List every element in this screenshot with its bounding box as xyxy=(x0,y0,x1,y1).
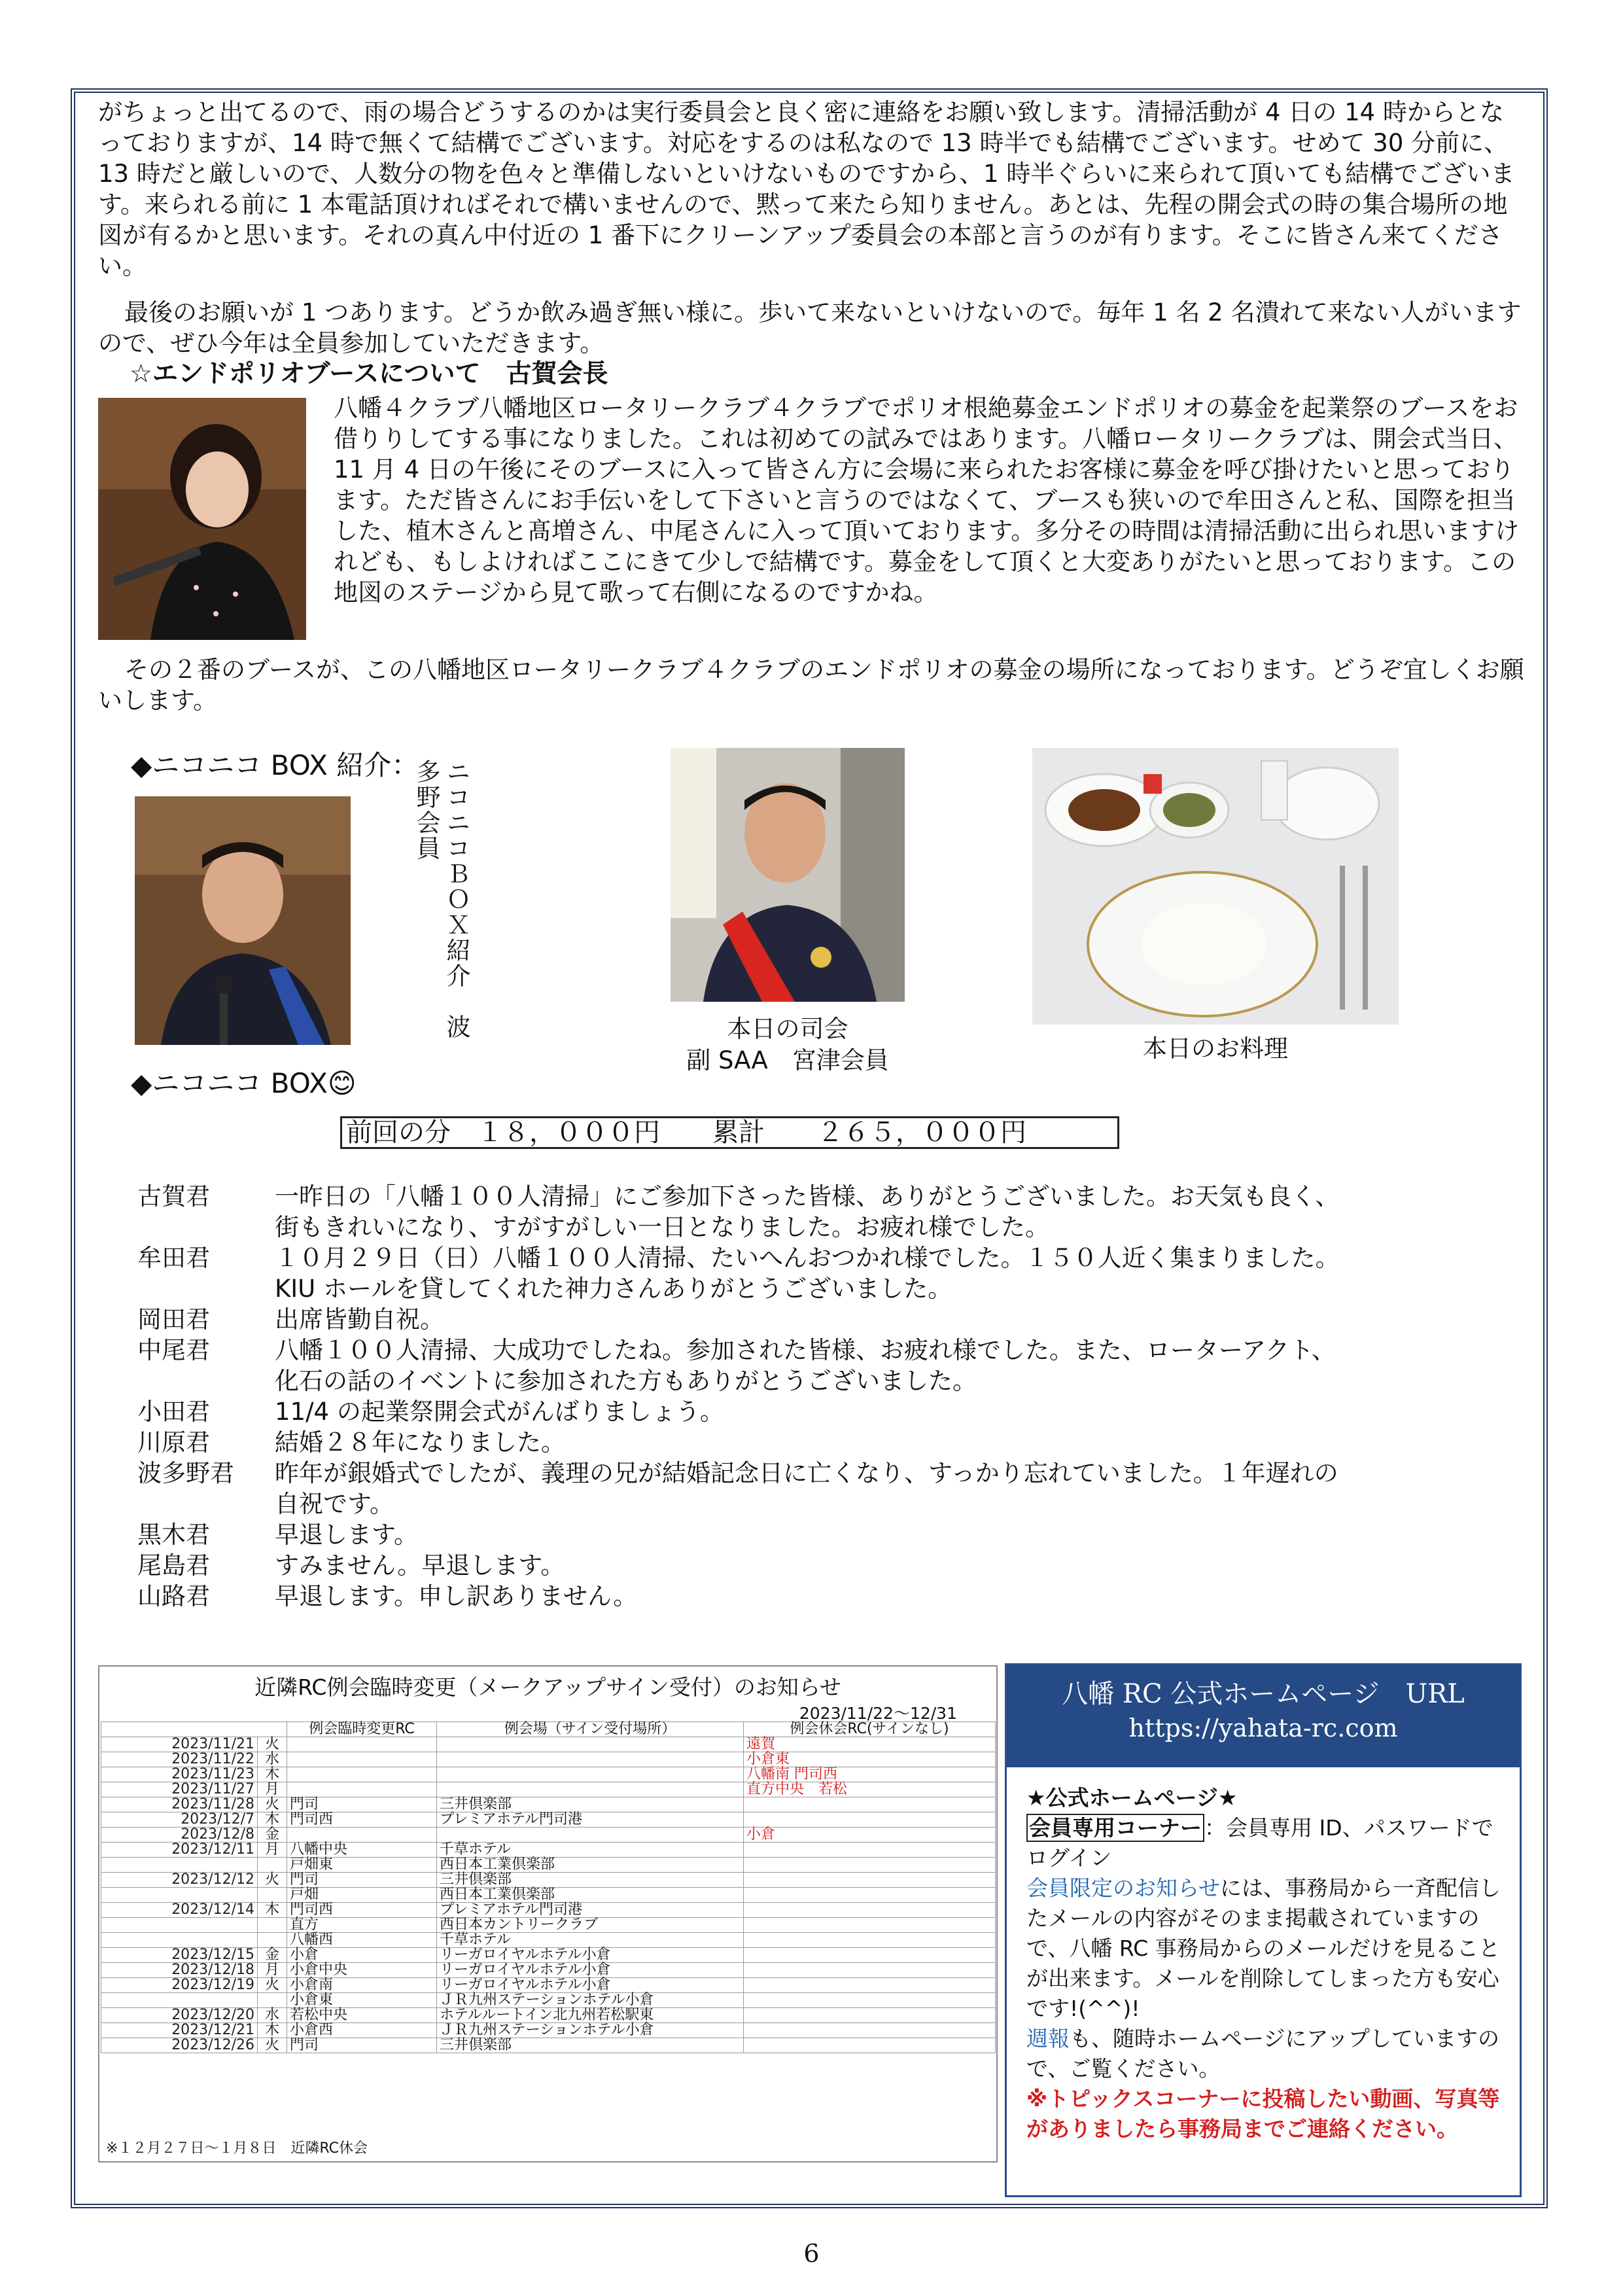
table-cell-dow: 金 xyxy=(258,1948,287,1963)
header-changed-rc: 例会臨時変更RC xyxy=(287,1722,437,1737)
table-cell-rc: 門司 xyxy=(287,2038,437,2053)
table-cell-dow xyxy=(258,1918,287,1933)
niconico-entry-line: 出席皆勤自祝。 xyxy=(275,1305,444,1333)
niconico-entry-line: 一昨日の「八幡１００人清掃」にご参加下さった皆様、ありがとうございました。お天気も良く、 xyxy=(275,1182,1340,1210)
table-cell-date: 2023/11/28 xyxy=(101,1797,258,1812)
table-cell-date xyxy=(101,1933,258,1948)
table-cell-date: 2023/12/15 xyxy=(101,1948,258,1963)
table-cell-closed xyxy=(744,2023,996,2038)
table-cell-date xyxy=(101,1858,258,1873)
table-cell-dow xyxy=(258,1933,287,1948)
table-cell-closed xyxy=(744,1812,996,1828)
header-date xyxy=(101,1722,287,1737)
table-cell-date: 2023/12/11 xyxy=(101,1843,258,1858)
page-number: 6 xyxy=(803,2239,820,2268)
niconico-entry-line: 11/4 の起業祭開会式がんばりましょう。 xyxy=(275,1398,724,1426)
table-cell-venue: 千草ホテル xyxy=(437,1933,744,1948)
table-cell-closed xyxy=(744,1797,996,1812)
table-cell-closed xyxy=(744,1948,996,1963)
table-cell-closed xyxy=(744,1843,996,1858)
table-cell-venue xyxy=(437,1782,744,1797)
makeup-table-title: 近隣RC例会臨時変更（メークアップサイン受付）のお知らせ xyxy=(254,1674,841,1700)
table-cell-venue: プレミアホテル門司港 xyxy=(437,1812,744,1828)
table-row xyxy=(101,2023,996,2038)
table-cell-closed xyxy=(744,1918,996,1933)
table-row xyxy=(101,1782,996,1797)
table-cell-closed xyxy=(744,1963,996,1978)
niconico-box-heading xyxy=(131,1068,357,1099)
table-cell-dow xyxy=(258,1888,287,1903)
niconico-entry-name: 黒木君 xyxy=(137,1521,210,1549)
niconico-entry-line: 早退します。申し訳ありません。 xyxy=(275,1582,638,1610)
table-cell-venue xyxy=(437,1828,744,1843)
table-cell-date: 2023/12/12 xyxy=(101,1873,258,1888)
header-venue: 例会場（サイン受付場所） xyxy=(437,1722,744,1737)
table-cell-dow: 木 xyxy=(258,2023,287,2038)
niconico-entry-message xyxy=(275,1519,1505,1550)
niconico-entry-name: 尾島君 xyxy=(137,1551,210,1580)
table-cell-rc: 門司 xyxy=(287,1797,437,1812)
hatano-member-photo xyxy=(135,796,351,1045)
table-cell-venue: ホテルルートイン北九州若松駅東 xyxy=(437,2008,744,2023)
table-cell-rc: 門司西 xyxy=(287,1903,437,1918)
members-corner-text: ：会員専用 ID、パスワードでログイン xyxy=(1026,1815,1493,1871)
homepage-body xyxy=(1026,1783,1507,2144)
table-cell-venue: 西日本工業倶楽部 xyxy=(437,1888,744,1903)
table-cell-closed xyxy=(744,1858,996,1873)
table-row xyxy=(101,1752,996,1767)
table-row xyxy=(101,1933,996,1948)
table-cell-rc: 戸畑 xyxy=(287,1888,437,1903)
mc-caption-line2: 副 SAA 宮津会員 xyxy=(686,1046,889,1074)
weekly-report-paragraph xyxy=(1026,2024,1507,2084)
table-cell-dow: 月 xyxy=(258,1782,287,1797)
table-cell-venue: ＪＲ九州ステーションホテル小倉 xyxy=(437,1993,744,2008)
niconico-vertical-caption: ニコニコＢＯＸ紹介 波多野会員 xyxy=(412,759,470,1040)
table-cell-rc: 小倉西 xyxy=(287,2023,437,2038)
niconico-entry-message xyxy=(275,1396,1505,1427)
table-row xyxy=(101,2008,996,2023)
weekly-report-text: も、随時ホームページにアップしていますので、ご覧ください。 xyxy=(1026,2026,1500,2081)
table-cell-date xyxy=(101,1918,258,1933)
table-cell-rc: 若松中央 xyxy=(287,2008,437,2023)
table-cell-venue xyxy=(437,1752,744,1767)
meal-caption: 本日のお料理 xyxy=(1143,1034,1288,1063)
niconico-entry-message xyxy=(275,1427,1505,1458)
table-cell-rc: 門司西 xyxy=(287,1812,437,1828)
table-cell-dow: 火 xyxy=(258,1873,287,1888)
niconico-entry-message xyxy=(275,1243,1505,1304)
table-cell-rc xyxy=(287,1782,437,1797)
table-row xyxy=(101,1828,996,1843)
niconico-entry-message xyxy=(275,1581,1505,1612)
table-cell-closed xyxy=(744,1903,996,1918)
homepage-url-link[interactable]: https://yahata-rc.com xyxy=(1128,1714,1398,1742)
table-cell-rc: 小倉中央 xyxy=(287,1963,437,1978)
table-cell-date: 2023/12/21 xyxy=(101,2023,258,2038)
niconico-entry-name: 波多野君 xyxy=(137,1459,234,1487)
niconico-entry-message xyxy=(275,1304,1505,1335)
table-row xyxy=(101,1978,996,1993)
table-cell-closed: 小倉 xyxy=(744,1828,996,1843)
niconico-entry-message xyxy=(275,1458,1505,1519)
table-cell-dow: 火 xyxy=(258,1797,287,1812)
table-row xyxy=(101,1903,996,1918)
members-corner-paragraph xyxy=(1026,1813,1507,1873)
makeup-table-grid xyxy=(101,1722,996,2053)
niconico-entry-line: 化石の話のイベントに参加された方もありがとうございました。 xyxy=(275,1367,977,1395)
header-closed-rc: 例会休会RC(サインなし) xyxy=(744,1722,996,1737)
table-cell-date: 2023/11/27 xyxy=(101,1782,258,1797)
table-cell-dow: 月 xyxy=(258,1963,287,1978)
table-cell-dow: 火 xyxy=(258,1978,287,1993)
limited-notice-text: には、事務局から一斉配信したメールの内容がそのまま掲載されていますので、八幡 RC 事務局からのメールだけを見ることが出来ます。メールを削除してしまった方も安心です!(^^)! xyxy=(1026,1875,1501,2021)
table-cell-date: 2023/12/26 xyxy=(101,2038,258,2053)
niconico-entry-name: 小田君 xyxy=(137,1398,210,1426)
table-cell-rc xyxy=(287,1828,437,1843)
table-cell-dow: 火 xyxy=(258,1737,287,1752)
table-row xyxy=(101,1812,996,1828)
table-cell-closed: 小倉東 xyxy=(744,1752,996,1767)
limited-notice-label[interactable]: 会員限定のお知らせ xyxy=(1026,1875,1221,1901)
niconico-entry-message xyxy=(275,1181,1505,1243)
makeup-table-header xyxy=(101,1722,996,1737)
weekly-report-label[interactable]: 週報 xyxy=(1026,2026,1070,2051)
table-cell-dow: 木 xyxy=(258,1903,287,1918)
table-row xyxy=(101,2038,996,2053)
table-cell-rc xyxy=(287,1767,437,1782)
table-cell-venue: プレミアホテル門司港 xyxy=(437,1903,744,1918)
table-cell-dow: 金 xyxy=(258,1828,287,1843)
intro-paragraph: がちょっと出てるので、雨の場合どうするのかは実行委員会と良く密に連絡をお願い致します。清掃活動が 4 日の 14 時からとなっておりますが、14 時で無くて結構でございます。対応をするのは私なので 13 時半でも結構でございます。せめて 30 分前に、13 時だと厳しいので、人数分の物を色々と準備しないといけないものですから、1 時半ぐらいに来られて頂いても結構でございます。来られる前に 1 本電話頂ければそれで構いませんので、黙って来たら知りません。あとは、先程の開会式の時の集合場所の地図が有るかと思います。それの真ん中付近の 1 番下にクリーンアップ委員会の本部と言うのが有ります。そこに皆さん来てください。 xyxy=(98,98,1515,280)
homepage-info-box xyxy=(1005,1663,1522,2197)
table-cell-dow: 月 xyxy=(258,1843,287,1858)
table-cell-rc xyxy=(287,1752,437,1767)
smile-emoji-icon: 😊 xyxy=(327,1067,357,1099)
limited-notice-paragraph xyxy=(1026,1873,1507,2024)
endpolio-body: 八幡４クラブ八幡地区ロータリークラブ４クラブでポリオ根絶募金エンドポリオの募金を起業祭のブースをお借りりしてする事になりました。これは初めての試みではあります。八幡ロータリークラブは、開会式当日、11 月 4 日の午後にそのブースに入って皆さん方に会場に来られたお客様に募金を呼び掛けたいと思っております。ただ皆さんにお手伝いをして下さいと言うのではなくて、ブースも狭いので牟田さんと私、国際を担当した、植木さんと髙増さん、中尾さんに入って頂いております。多分その時間は清掃活動に出られ思いますけれども、もしよければここにきて少しで結構です。募金をして頂くと大変ありがたいと思っております。この地図のステージから見て歌って右側になるのですかね。 xyxy=(334,394,1520,607)
niconico-entry-line: 結婚２８年になりました。 xyxy=(275,1428,565,1457)
niconico-entry-message xyxy=(275,1335,1505,1396)
table-cell-closed xyxy=(744,2038,996,2053)
topics-corner-text: ※トピックスコーナーに投稿したい動画、写真等がありましたら事務局までご連絡ください。 xyxy=(1026,2086,1500,2142)
table-cell-rc: 小倉南 xyxy=(287,1978,437,1993)
table-cell-date: 2023/12/8 xyxy=(101,1828,258,1843)
table-cell-venue: リーガロイヤルホテル小倉 xyxy=(437,1978,744,1993)
table-cell-dow: 水 xyxy=(258,1752,287,1767)
table-row xyxy=(101,1843,996,1858)
table-cell-closed: 八幡南 門司西 xyxy=(744,1767,996,1782)
table-row xyxy=(101,1873,996,1888)
niconico-amount-box: 前回の分 １８，０００円 累計 ２６５，０００円 xyxy=(340,1116,1119,1149)
niconico-entry-line: KIU ホールを貸してくれた神力さんありがとうございました。 xyxy=(275,1275,952,1303)
table-row xyxy=(101,1918,996,1933)
niconico-intro-heading: ◆ニコニコ BOX 紹介： xyxy=(131,749,419,781)
niconico-entry-line: 自祝です。 xyxy=(275,1490,394,1518)
table-cell-venue: ＪＲ九州ステーションホテル小倉 xyxy=(437,2023,744,2038)
niconico-entry-name: 中尾君 xyxy=(137,1336,210,1364)
makeup-notice-table xyxy=(98,1665,998,2163)
table-cell-venue: リーガロイヤルホテル小倉 xyxy=(437,1963,744,1978)
table-row xyxy=(101,1767,996,1782)
niconico-entry-line: １０月２９日（日）八幡１００人清掃、たいへんおつかれ様でした。１５０人近く集まりました。 xyxy=(275,1244,1340,1272)
table-cell-venue: 西日本工業倶楽部 xyxy=(437,1858,744,1873)
table-cell-venue: 三井倶楽部 xyxy=(437,2038,744,2053)
niconico-entry-line: 街もきれいになり、すがすがしい一日となりました。お疲れ様でした。 xyxy=(275,1213,1049,1241)
table-cell-date xyxy=(101,1993,258,2008)
table-cell-venue xyxy=(437,1737,744,1752)
mc-caption-line1: 本日の司会 xyxy=(727,1015,848,1043)
homepage-title: 八幡 RC 公式ホームページ URL xyxy=(1062,1679,1465,1709)
table-cell-date xyxy=(101,1888,258,1903)
table-cell-venue: 三井倶楽部 xyxy=(437,1797,744,1812)
table-cell-rc xyxy=(287,1737,437,1752)
table-cell-rc: 小倉東 xyxy=(287,1993,437,2008)
homepage-section-title: ★公式ホームページ★ xyxy=(1026,1785,1238,1810)
niconico-entry-name: 山路君 xyxy=(137,1582,210,1610)
table-row xyxy=(101,1858,996,1873)
table-cell-venue: 三井倶楽部 xyxy=(437,1873,744,1888)
table-row xyxy=(101,1737,996,1752)
table-cell-closed xyxy=(744,1993,996,2008)
table-cell-date: 2023/12/7 xyxy=(101,1812,258,1828)
niconico-entry-name: 牟田君 xyxy=(137,1244,210,1272)
table-cell-closed xyxy=(744,1888,996,1903)
table-cell-venue: 西日本カントリークラブ xyxy=(437,1918,744,1933)
table-cell-dow: 木 xyxy=(258,1812,287,1828)
table-cell-date: 2023/11/21 xyxy=(101,1737,258,1752)
makeup-table-note: ※１２月２７日～１月８日 近隣RC休会 xyxy=(106,2140,368,2157)
table-cell-closed: 遠賀 xyxy=(744,1737,996,1752)
table-cell-date: 2023/12/20 xyxy=(101,2008,258,2023)
homepage-header xyxy=(1007,1665,1520,1767)
table-row xyxy=(101,1963,996,1978)
table-cell-closed xyxy=(744,2008,996,2023)
niconico-entry-name: 岡田君 xyxy=(137,1305,210,1333)
mc-miyazu-photo xyxy=(671,748,905,1002)
endpolio-heading: ☆エンドポリオブースについて 古賀会長 xyxy=(130,359,608,389)
table-cell-dow: 火 xyxy=(258,2038,287,2053)
table-row xyxy=(101,1993,996,2008)
table-cell-venue xyxy=(437,1767,744,1782)
niconico-entry-name: 川原君 xyxy=(137,1428,210,1457)
table-cell-closed xyxy=(744,1933,996,1948)
table-cell-dow xyxy=(258,1993,287,2008)
makeup-table-period: 2023/11/22～12/31 xyxy=(799,1704,957,1723)
table-row xyxy=(101,1797,996,1812)
table-cell-closed: 直方中央 若松 xyxy=(744,1782,996,1797)
todays-meal-photo xyxy=(1032,748,1399,1025)
niconico-entry-line: 昨年が銀婚式でしたが、義理の兄が結婚記念日に亡くなり、すっかり忘れていました。１年遅れの xyxy=(275,1459,1338,1487)
table-cell-date: 2023/12/19 xyxy=(101,1978,258,1993)
table-cell-closed xyxy=(744,1978,996,1993)
table-cell-dow xyxy=(258,1858,287,1873)
table-cell-venue: リーガロイヤルホテル小倉 xyxy=(437,1948,744,1963)
endpolio-closing: その２番のブースが、この八幡地区ロータリークラブ４クラブのエンドポリオの募金の場所になっております。どうぞ宜しくお願いします。 xyxy=(98,656,1524,715)
table-cell-date: 2023/12/14 xyxy=(101,1903,258,1918)
niconico-entry-line: 八幡１００人清掃、大成功でしたね。参加された皆様、お疲れ様でした。また、ローターアクト、 xyxy=(275,1336,1336,1364)
table-cell-rc: 小倉 xyxy=(287,1948,437,1963)
niconico-entry-line: 早退します。 xyxy=(275,1521,419,1549)
niconico-entry-message xyxy=(275,1550,1505,1581)
niconico-box-heading-text: ◆ニコニコ BOX xyxy=(131,1067,328,1099)
table-cell-dow: 木 xyxy=(258,1767,287,1782)
table-cell-rc: 戸畑東 xyxy=(287,1858,437,1873)
members-corner-label[interactable]: 会員専用コーナー xyxy=(1026,1814,1204,1842)
niconico-entry-line: すみません。早退します。 xyxy=(275,1551,565,1580)
koga-president-photo xyxy=(98,398,306,640)
table-cell-venue: 千草ホテル xyxy=(437,1843,744,1858)
table-cell-date: 2023/11/23 xyxy=(101,1767,258,1782)
table-cell-rc: 八幡西 xyxy=(287,1933,437,1948)
table-cell-rc: 直方 xyxy=(287,1918,437,1933)
table-cell-dow: 水 xyxy=(258,2008,287,2023)
table-cell-rc: 八幡中央 xyxy=(287,1843,437,1858)
table-cell-closed xyxy=(744,1873,996,1888)
table-row xyxy=(101,1948,996,1963)
final-request-paragraph: 最後のお願いが 1 つあります。どうか飲み過ぎ無い様に。歩いて来ないといけないので。毎年 1 名 2 名潰れて来ない人がいますので、ぜひ今年は全員参加していただきます。 xyxy=(98,298,1522,357)
table-cell-date: 2023/11/22 xyxy=(101,1752,258,1767)
niconico-entry-name: 古賀君 xyxy=(137,1182,210,1210)
table-cell-date: 2023/12/18 xyxy=(101,1963,258,1978)
table-cell-rc: 門司 xyxy=(287,1873,437,1888)
table-row xyxy=(101,1888,996,1903)
